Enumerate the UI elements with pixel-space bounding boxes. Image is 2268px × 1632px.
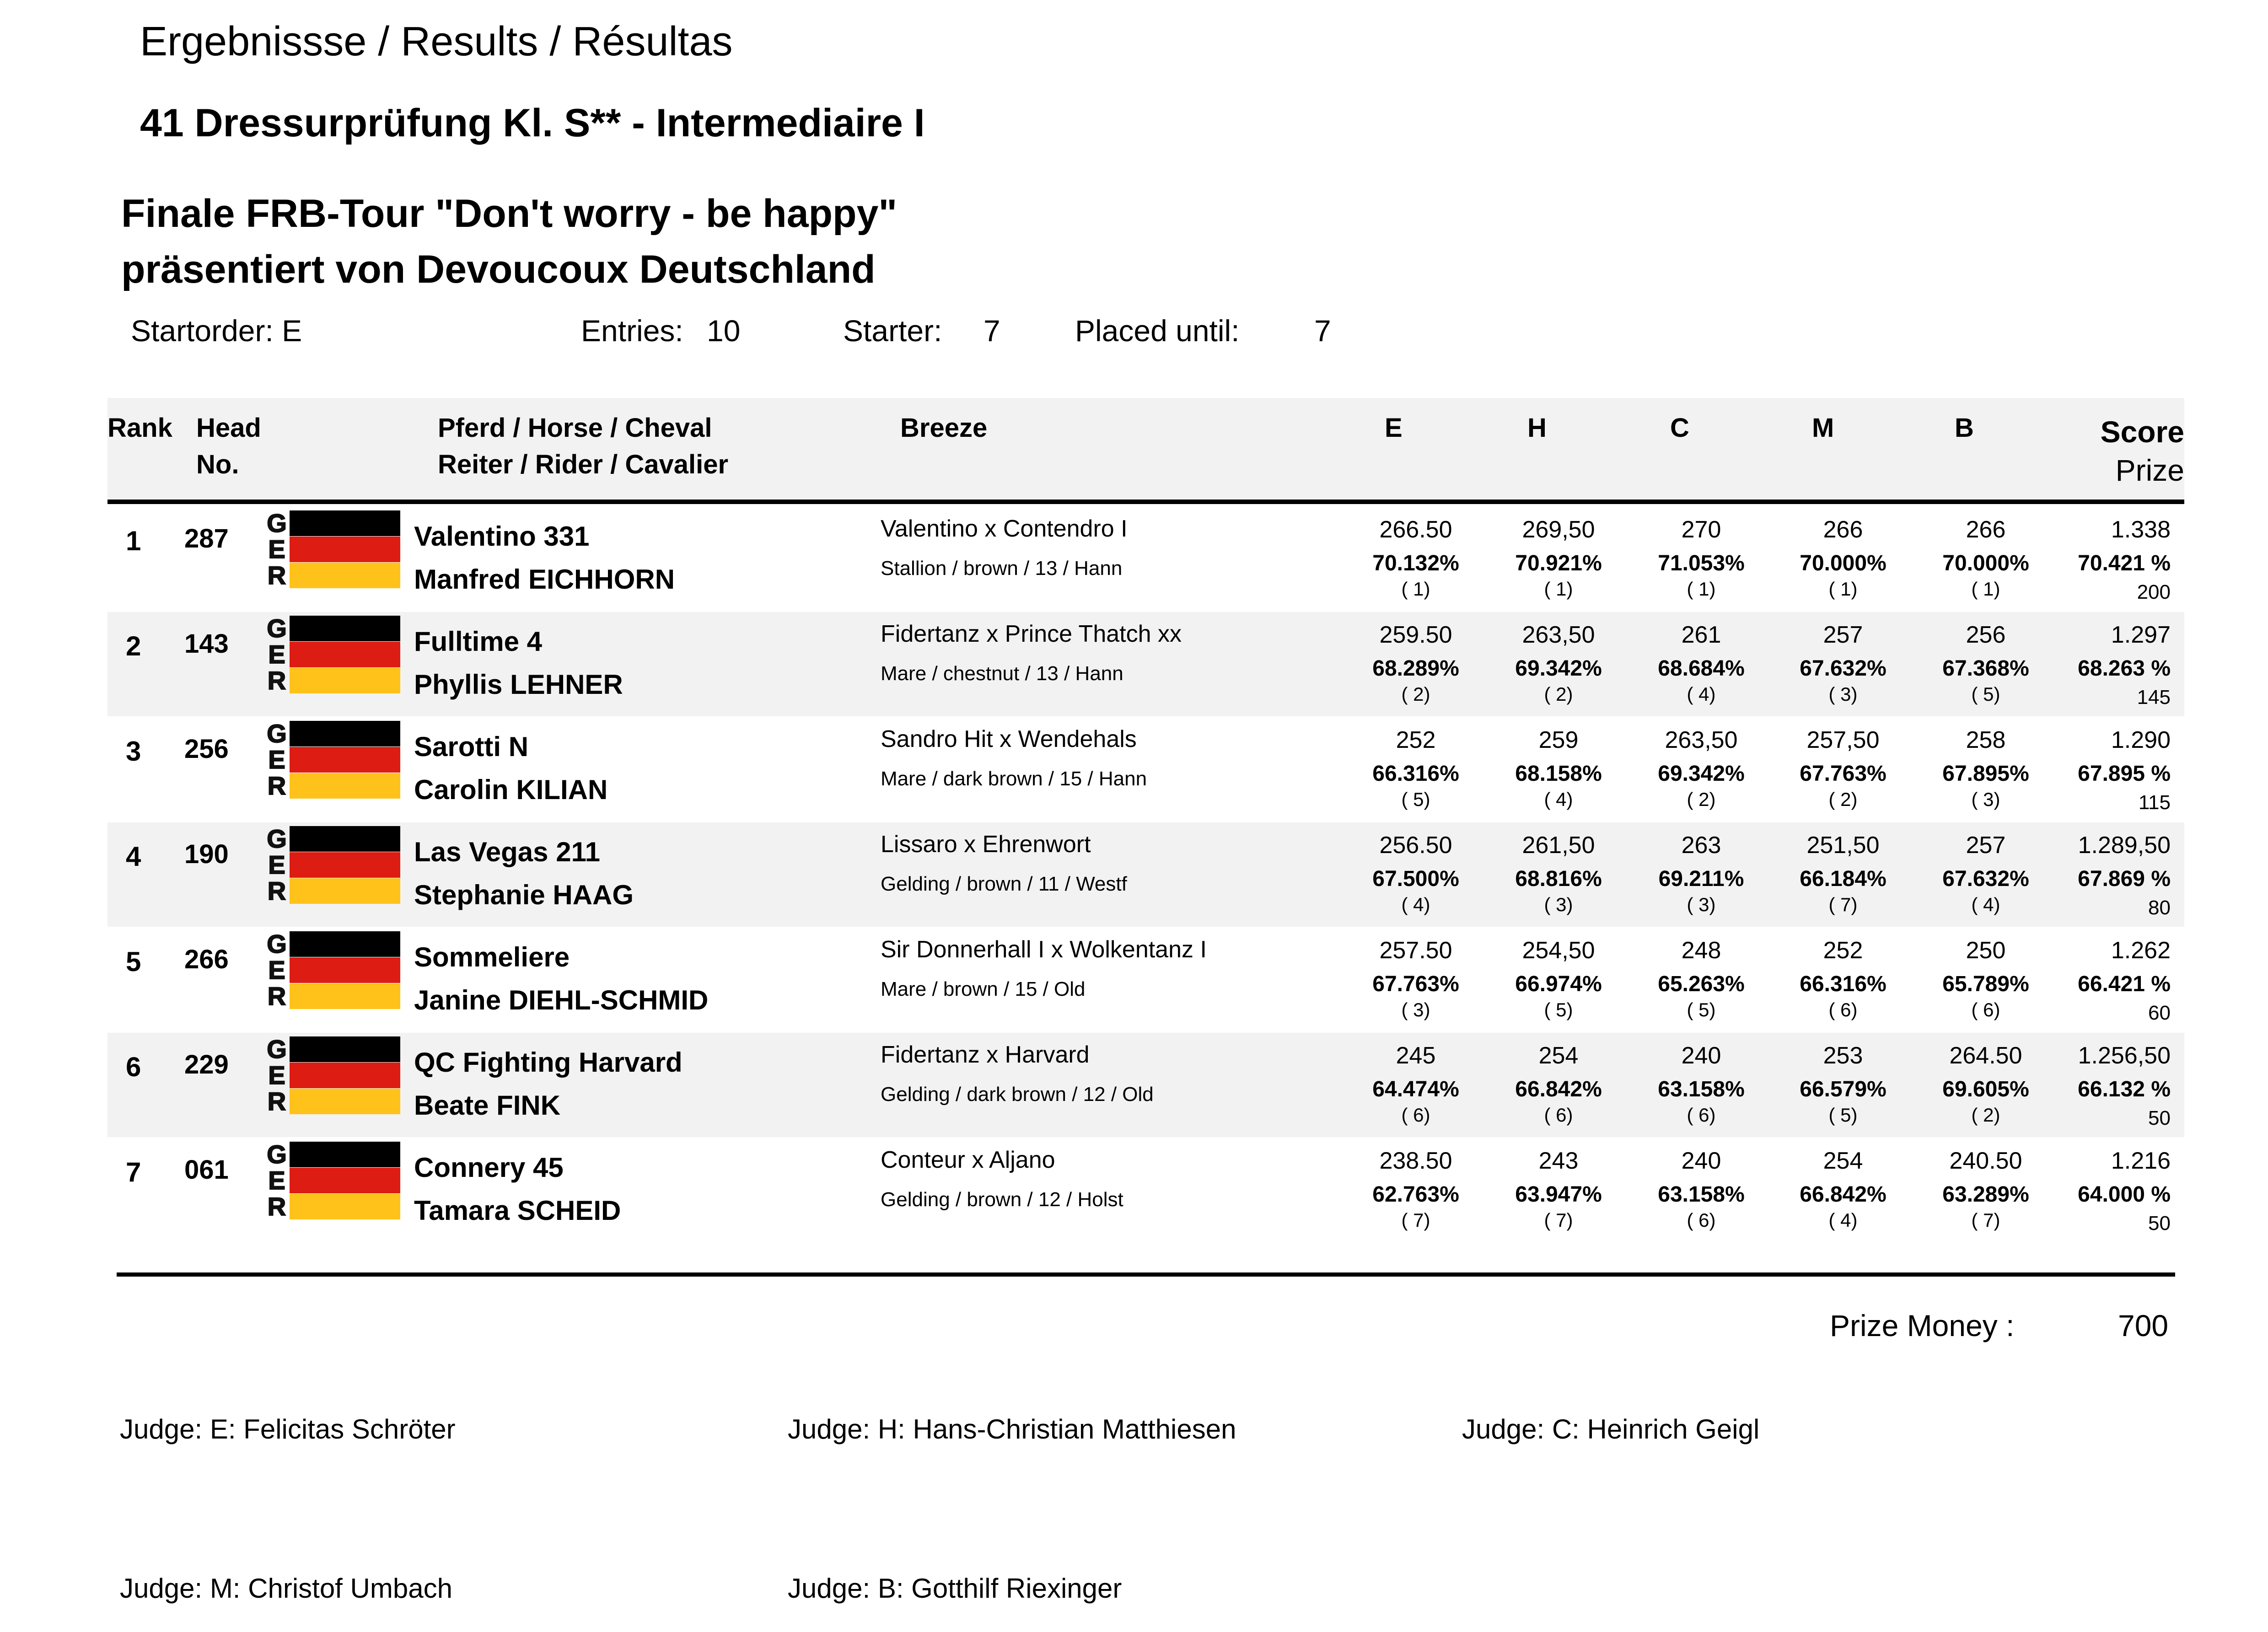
percent-score: 69.605% (1942, 1077, 2029, 1101)
judge-placing: ( 3) (1687, 894, 1716, 915)
percent-score: 70.921% (1515, 551, 1602, 575)
judge-score (1774, 928, 1912, 1032)
raw-score: 259.50 (1379, 622, 1452, 648)
col-e: E (1385, 413, 1403, 443)
percent-score: 67.763% (1372, 972, 1459, 996)
breeding: Conteur x Aljano (881, 1147, 1055, 1173)
rider-name: Stephanie HAAG (414, 880, 634, 910)
judge-score (1774, 717, 1912, 821)
subtitle-line-1: Finale FRB-Tour "Don't worry - be happy" (121, 192, 898, 236)
germany-flag-icon (265, 1142, 403, 1219)
germany-flag-icon (265, 826, 403, 904)
judge-placing: ( 6) (1828, 999, 1858, 1020)
percent-score: 63.947% (1515, 1182, 1602, 1207)
flag-stripe (290, 931, 400, 957)
percent-score: 68.289% (1372, 656, 1459, 681)
col-prize: Prize (2115, 453, 2184, 487)
rider-name: Beate FINK (414, 1090, 561, 1121)
raw-score: 257.50 (1379, 937, 1452, 964)
judge-placing: ( 2) (1544, 683, 1573, 705)
percent-score: 62.763% (1372, 1182, 1459, 1207)
germany-flag-icon (265, 931, 403, 1009)
percent-score: 65.789% (1942, 972, 2029, 996)
entries-label: Entries: (581, 314, 683, 348)
flag-stripe (290, 1063, 400, 1088)
percent-score: 65.263% (1658, 972, 1745, 996)
nation-letter: G (267, 719, 287, 748)
judge-score (1347, 717, 1484, 821)
judge-score (1917, 612, 2054, 716)
percent-score: 66.579% (1800, 1077, 1886, 1101)
percent-score: 67.632% (1942, 867, 2029, 891)
judge-score (1917, 928, 2054, 1032)
raw-score: 263,50 (1522, 622, 1595, 648)
percent-score: 63.289% (1942, 1182, 2029, 1207)
judge-score (1490, 928, 1627, 1032)
prize-money-label: Prize Money : (1830, 1309, 2015, 1342)
percent-score: 71.053% (1658, 551, 1745, 575)
placed-label: Placed until: (1075, 314, 1240, 348)
judge-placing: ( 3) (1544, 894, 1573, 915)
rider-name: Manfred EICHHORN (414, 564, 675, 595)
percent-score: 67.895% (1942, 762, 2029, 786)
nation-letter: R (267, 1192, 286, 1221)
judge-score (1633, 507, 1770, 611)
total-percent: 68.263 % (2078, 656, 2171, 681)
head-number: 256 (184, 734, 229, 764)
competition-title: 41 Dressurprüfung Kl. S** - Intermediaire I (140, 101, 925, 145)
judge-score (1774, 612, 1912, 716)
judge-score (1917, 1138, 2054, 1242)
judge-score (1774, 1138, 1912, 1242)
percent-score: 63.158% (1658, 1077, 1745, 1101)
horse-name: QC Fighting Harvard (414, 1047, 683, 1078)
table-row (107, 717, 2184, 821)
col-head: Head (196, 413, 261, 443)
percent-score: 70.132% (1372, 551, 1459, 575)
judge-score (1490, 507, 1627, 611)
total-score: 1.290 (2111, 727, 2171, 753)
judge-placing: ( 5) (1544, 999, 1573, 1020)
judge-m: Judge: M: Christof Umbach (120, 1573, 452, 1604)
judge-score (1490, 1033, 1627, 1137)
total-score: 1.289,50 (2078, 832, 2171, 859)
judge-placing: ( 3) (1971, 789, 2000, 810)
flag-stripe (290, 1089, 400, 1114)
nation-letter: G (267, 509, 287, 537)
breeding: Sir Donnerhall I x Wolkentanz I (881, 936, 1207, 963)
horse-name: Las Vegas 211 (414, 837, 600, 867)
total-percent: 67.895 % (2078, 762, 2171, 786)
percent-score: 66.974% (1515, 972, 1602, 996)
raw-score: 240 (1681, 1042, 1721, 1069)
germany-flag-icon (265, 721, 403, 799)
horse-details: Mare / brown / 15 / Old (881, 978, 1086, 1000)
table-row (107, 507, 2184, 611)
total-score: 1.216 (2111, 1148, 2171, 1174)
judge-placing: ( 5) (1971, 683, 2000, 705)
percent-score: 66.184% (1800, 867, 1886, 891)
raw-score: 245 (1396, 1042, 1436, 1069)
raw-score: 266.50 (1379, 516, 1452, 543)
total-percent: 66.421 % (2078, 972, 2171, 996)
percent-score: 69.342% (1658, 762, 1745, 786)
judge-score (1917, 507, 2054, 611)
raw-score: 252 (1823, 937, 1863, 964)
judge-placing: ( 2) (1828, 789, 1858, 810)
flag-stripe (290, 721, 400, 746)
percent-score: 66.842% (1515, 1077, 1602, 1101)
judge-placing: ( 6) (1687, 1104, 1716, 1126)
judge-placing: ( 1) (1687, 578, 1716, 600)
head-number: 061 (184, 1155, 229, 1185)
flag-stripe (290, 616, 400, 641)
nation-letter: G (267, 824, 287, 853)
judge-e: Judge: E: Felicitas Schröter (120, 1414, 456, 1444)
prize-money: 115 (2138, 791, 2171, 814)
raw-score: 270 (1681, 516, 1721, 543)
rank: 3 (126, 736, 141, 767)
raw-score: 261 (1681, 622, 1721, 648)
judge-score (1774, 822, 1912, 927)
col-rider: Reiter / Rider / Cavalier (438, 450, 729, 479)
raw-score: 261,50 (1522, 832, 1595, 859)
judge-score (1633, 717, 1770, 821)
raw-score: 266 (1966, 516, 2006, 543)
nation-letter: G (267, 614, 287, 643)
col-score: Score (2100, 415, 2184, 449)
flag-stripe (290, 1036, 400, 1062)
rider-name: Janine DIEHL-SCHMID (414, 985, 709, 1015)
horse-name: Sommeliere (414, 942, 570, 972)
judge-placing: ( 4) (1544, 789, 1573, 810)
flag-stripe (290, 747, 400, 773)
starter-label: Starter: (843, 314, 942, 348)
judge-h: Judge: H: Hans-Christian Matthiesen (788, 1414, 1236, 1444)
judge-score (1633, 1138, 1770, 1242)
entries-value: 10 (707, 314, 741, 348)
judge-placing: ( 6) (1544, 1104, 1573, 1126)
percent-score: 68.684% (1658, 656, 1745, 681)
prize-money-value: 700 (2118, 1309, 2169, 1342)
table-header (107, 398, 2184, 499)
raw-score: 238.50 (1379, 1148, 1452, 1174)
nation-letter: E (268, 850, 285, 879)
judge-score (1774, 1033, 1912, 1137)
flag-stripe (290, 668, 400, 693)
percent-score: 67.368% (1942, 656, 2029, 681)
judge-placing: ( 3) (1401, 999, 1430, 1020)
table-row (107, 1138, 2184, 1242)
head-number: 143 (184, 629, 229, 659)
total-score: 1.262 (2111, 937, 2171, 964)
judge-c: Judge: C: Heinrich Geigl (1462, 1414, 1760, 1444)
raw-score: 250 (1966, 937, 2006, 964)
total-score: 1.338 (2111, 516, 2171, 543)
judge-placing: ( 7) (1401, 1209, 1430, 1231)
judge-placing: ( 2) (1687, 789, 1716, 810)
flag-stripe (290, 642, 400, 667)
nation-letter: R (267, 561, 286, 590)
percent-score: 64.474% (1372, 1077, 1459, 1101)
rider-name: Phyllis LEHNER (414, 669, 623, 700)
horse-name: Sarotti N (414, 731, 529, 762)
judge-score (1490, 717, 1627, 821)
judge-score (1490, 612, 1627, 716)
prize-money: 145 (2137, 686, 2171, 709)
breeding: Fidertanz x Prince Thatch xx (881, 621, 1182, 647)
raw-score: 254,50 (1522, 937, 1595, 964)
raw-score: 253 (1823, 1042, 1863, 1069)
judge-placing: ( 2) (1971, 1104, 2000, 1126)
rank: 2 (126, 631, 141, 661)
nation-letter: E (268, 1061, 285, 1090)
starter-value: 7 (984, 314, 1000, 348)
percent-score: 70.000% (1942, 551, 2029, 575)
judge-score (1347, 928, 1484, 1032)
head-number: 190 (184, 839, 229, 869)
rider-name: Tamara SCHEID (414, 1195, 621, 1226)
raw-score: 264.50 (1949, 1042, 2022, 1069)
germany-flag-icon (265, 1036, 403, 1114)
rank: 7 (126, 1157, 141, 1187)
judge-placing: ( 4) (1401, 894, 1430, 915)
breeding: Fidertanz x Harvard (881, 1041, 1090, 1068)
nation-letter: E (268, 640, 285, 669)
horse-details: Gelding / dark brown / 12 / Old (881, 1083, 1154, 1106)
col-no: No. (196, 450, 239, 479)
germany-flag-icon (265, 510, 403, 588)
nation-letter: R (267, 1087, 286, 1116)
total-percent: 70.421 % (2078, 551, 2171, 575)
judge-score (1917, 717, 2054, 821)
col-horse: Pferd / Horse / Cheval (438, 413, 712, 443)
prize-money: 50 (2148, 1212, 2171, 1235)
rank: 4 (126, 841, 141, 872)
percent-score: 67.500% (1372, 867, 1459, 891)
raw-score: 258 (1966, 727, 2006, 753)
raw-score: 266 (1823, 516, 1863, 543)
prize-money: 200 (2137, 581, 2171, 603)
flag-stripe (290, 957, 400, 983)
flag-stripe (290, 1142, 400, 1167)
flag-stripe (290, 510, 400, 536)
judge-placing: ( 4) (1971, 894, 2000, 915)
judge-placing: ( 5) (1401, 789, 1430, 810)
page-title: Ergebnissse / Results / Résultas (140, 19, 733, 64)
percent-score: 69.342% (1515, 656, 1602, 681)
horse-details: Mare / dark brown / 15 / Hann (881, 768, 1147, 790)
raw-score: 240.50 (1949, 1148, 2022, 1174)
raw-score: 257,50 (1806, 727, 1880, 753)
breeding: Valentino x Contendro I (881, 515, 1128, 542)
prize-money: 50 (2148, 1107, 2171, 1129)
judge-score (1490, 1138, 1627, 1242)
judge-placing: ( 3) (1828, 683, 1858, 705)
percent-score: 67.632% (1800, 656, 1886, 681)
table-row (107, 822, 2184, 927)
raw-score: 257 (1823, 622, 1863, 648)
nation-letter: R (267, 982, 286, 1010)
flag-stripe (290, 1168, 400, 1193)
rank: 6 (126, 1052, 141, 1082)
judge-score (1347, 822, 1484, 927)
percent-score: 66.316% (1800, 972, 1886, 996)
judge-score (1633, 1033, 1770, 1137)
nation-letter: R (267, 771, 286, 800)
horse-name: Valentino 331 (414, 521, 590, 552)
judge-placing: ( 7) (1544, 1209, 1573, 1231)
header-divider (107, 499, 2184, 504)
judge-score (1347, 507, 1484, 611)
subtitle-line-2: präsentiert von Devoucoux Deutschland (121, 247, 876, 291)
judge-score (1633, 822, 1770, 927)
raw-score: 254 (1823, 1148, 1863, 1174)
raw-score: 252 (1396, 727, 1436, 753)
judge-score (1917, 1033, 2054, 1137)
prize-money: 60 (2148, 1002, 2171, 1024)
raw-score: 257 (1966, 832, 2006, 859)
judge-placing: ( 5) (1687, 999, 1716, 1020)
total-percent: 67.869 % (2078, 867, 2171, 891)
table-row (107, 928, 2184, 1032)
percent-score: 66.316% (1372, 762, 1459, 786)
flag-stripe (290, 1194, 400, 1219)
total-score: 1.256,50 (2078, 1042, 2171, 1069)
judge-score (1490, 822, 1627, 927)
raw-score: 251,50 (1806, 832, 1880, 859)
judge-placing: ( 6) (1687, 1209, 1716, 1231)
col-c: C (1670, 413, 1689, 443)
total-percent: 66.132 % (2078, 1077, 2171, 1101)
nation-letter: R (267, 666, 286, 695)
flag-stripe (290, 773, 400, 799)
table-row (107, 1033, 2184, 1137)
flag-stripe (290, 537, 400, 562)
rank: 5 (126, 946, 141, 977)
judge-score (1347, 1033, 1484, 1137)
nation-letter: E (268, 535, 285, 564)
flag-stripe (290, 826, 400, 852)
judge-placing: ( 7) (1828, 894, 1858, 915)
total-score: 1.297 (2111, 622, 2171, 648)
breeding: Lissaro x Ehrenwort (881, 831, 1091, 858)
raw-score: 269,50 (1522, 516, 1595, 543)
col-rank: Rank (107, 413, 172, 443)
judge-placing: ( 1) (1401, 578, 1430, 600)
flag-stripe (290, 852, 400, 878)
horse-details: Gelding / brown / 11 / Westf (881, 873, 1127, 895)
judge-score (1633, 612, 1770, 716)
raw-score: 240 (1681, 1148, 1721, 1174)
judge-placing: ( 4) (1828, 1209, 1858, 1231)
table-bottom-divider (117, 1272, 2175, 1277)
nation-letter: G (267, 1035, 287, 1063)
judge-placing: ( 5) (1828, 1104, 1858, 1126)
nation-letter: E (268, 745, 285, 774)
nation-letter: E (268, 1166, 285, 1195)
col-h: H (1527, 413, 1547, 443)
flag-stripe (290, 878, 400, 904)
rank: 1 (126, 526, 141, 556)
col-m: M (1812, 413, 1834, 443)
table-row (107, 612, 2184, 716)
percent-score: 63.158% (1658, 1182, 1745, 1207)
judge-placing: ( 2) (1401, 683, 1430, 705)
judge-score (1917, 822, 2054, 927)
percent-score: 66.842% (1800, 1182, 1886, 1207)
flag-stripe (290, 563, 400, 588)
percent-score: 70.000% (1800, 551, 1886, 575)
startorder: Startorder: E (131, 314, 302, 348)
judge-score (1774, 507, 1912, 611)
horse-details: Mare / chestnut / 13 / Hann (881, 662, 1123, 685)
nation-letter: G (267, 929, 287, 958)
horse-details: Gelding / brown / 12 / Holst (881, 1188, 1123, 1211)
judge-score (1347, 1138, 1484, 1242)
raw-score: 256.50 (1379, 832, 1452, 859)
raw-score: 243 (1538, 1148, 1579, 1174)
judge-placing: ( 7) (1971, 1209, 2000, 1231)
percent-score: 68.816% (1515, 867, 1602, 891)
flag-stripe (290, 983, 400, 1009)
horse-details: Stallion / brown / 13 / Hann (881, 557, 1123, 580)
judge-b: Judge: B: Gotthilf Riexinger (788, 1573, 1122, 1604)
judge-placing: ( 6) (1971, 999, 2000, 1020)
raw-score: 259 (1538, 727, 1579, 753)
head-number: 287 (184, 524, 229, 553)
head-number: 266 (184, 945, 229, 974)
raw-score: 254 (1538, 1042, 1579, 1069)
judge-placing: ( 1) (1544, 578, 1573, 600)
breeding: Sandro Hit x Wendehals (881, 726, 1137, 752)
judge-score (1633, 928, 1770, 1032)
percent-score: 67.763% (1800, 762, 1886, 786)
judge-score (1347, 612, 1484, 716)
judge-placing: ( 6) (1401, 1104, 1430, 1126)
judge-placing: ( 1) (1828, 578, 1858, 600)
judge-placing: ( 1) (1971, 578, 2000, 600)
raw-score: 256 (1966, 622, 2006, 648)
rider-name: Carolin KILIAN (414, 774, 608, 805)
judge-placing: ( 4) (1687, 683, 1716, 705)
percent-score: 69.211% (1658, 867, 1744, 891)
horse-name: Connery 45 (414, 1152, 564, 1183)
horse-name: Fulltime 4 (414, 626, 543, 657)
raw-score: 248 (1681, 937, 1721, 964)
raw-score: 263 (1681, 832, 1721, 859)
prize-money: 80 (2148, 897, 2171, 919)
germany-flag-icon (265, 616, 403, 693)
col-b: B (1955, 413, 1974, 443)
total-percent: 64.000 % (2078, 1182, 2171, 1207)
nation-letter: G (267, 1140, 287, 1169)
placed-value: 7 (1314, 314, 1331, 348)
nation-letter: R (267, 876, 286, 905)
percent-score: 68.158% (1515, 762, 1602, 786)
nation-letter: E (268, 956, 285, 984)
col-breeze: Breeze (900, 413, 988, 443)
head-number: 229 (184, 1050, 229, 1079)
raw-score: 263,50 (1665, 727, 1738, 753)
